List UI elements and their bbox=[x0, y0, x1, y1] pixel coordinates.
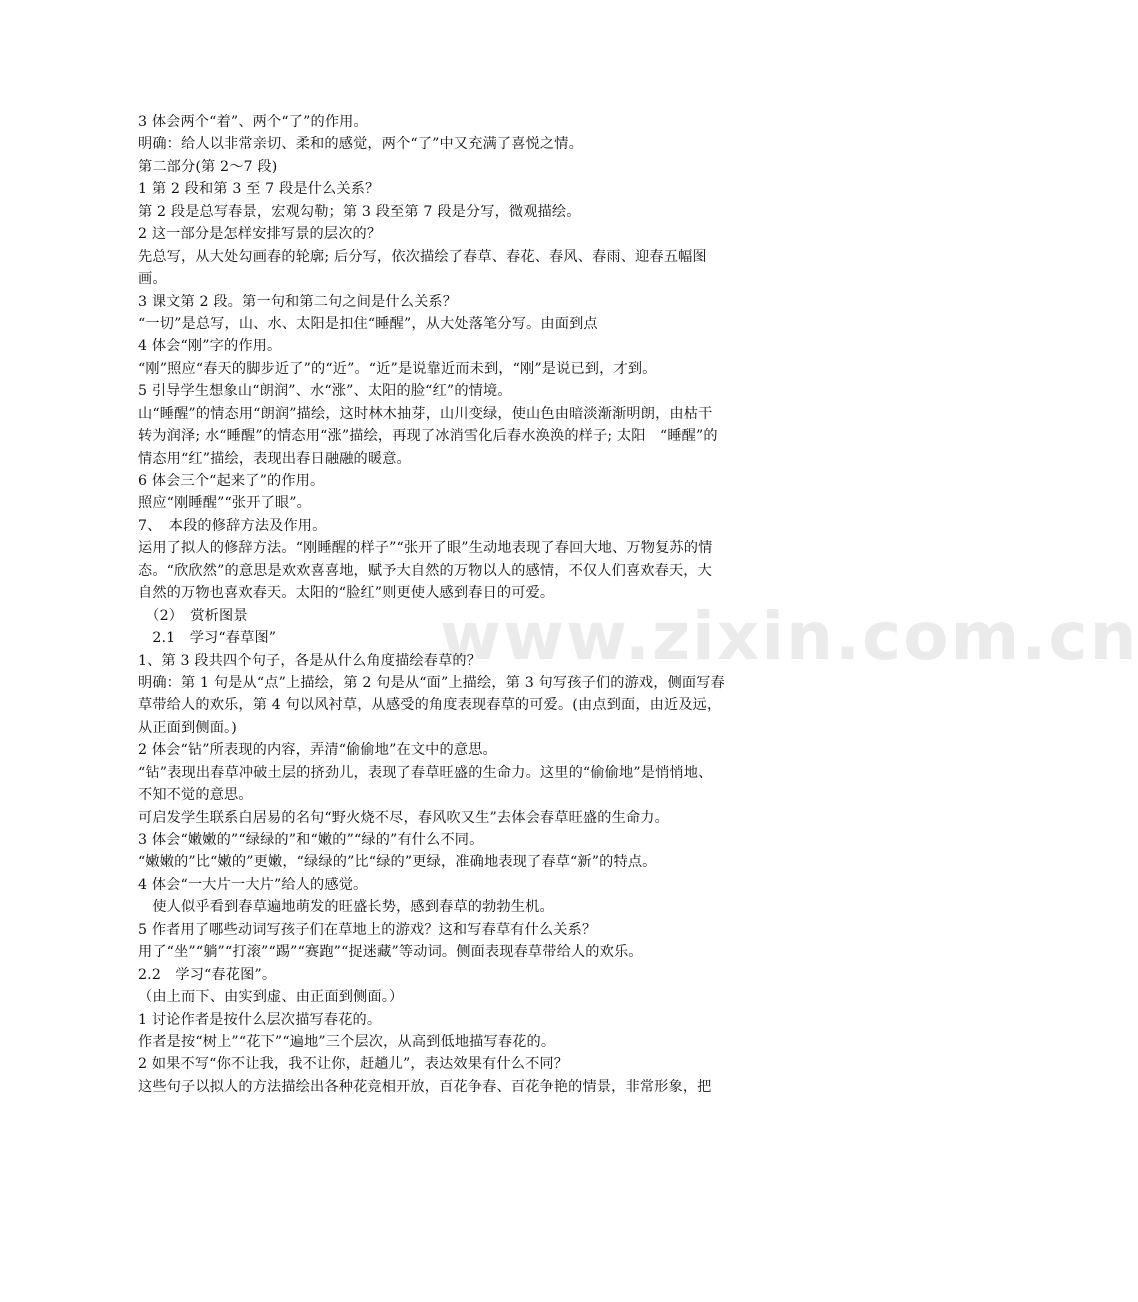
text-line: 6 体会三个“起来了”的作用。 bbox=[138, 473, 325, 489]
text-line: 2.2 学习“春花图”。 bbox=[138, 966, 277, 983]
text-line: 1 讨论作者是按什么层次描写春花的。 bbox=[138, 1011, 382, 1028]
text-line: 明确：第 1 句是从“点”上描绘，第 2 句是从“面”上描绘，第 3 句写孩子们的游戏，侧面写春 bbox=[138, 674, 725, 691]
text-line: 1 第 2 段和第 3 至 7 段是什么关系？ bbox=[138, 181, 380, 198]
text-line: 自然的万物也喜欢春天。太阳的“脸红”则更使人感到春日的可爱。 bbox=[138, 585, 555, 602]
text-line: 1、第 3 段共四个句子，各是从什么角度描绘春草的？ bbox=[138, 652, 482, 669]
document-body bbox=[138, 111, 788, 1098]
text-line: 草带给人的欢乐，第 4 句以风衬草，从感受的角度表现春草的可爱。(由点到面，由近及远， bbox=[138, 697, 722, 714]
text-line: 运用了拟人的修辞方法。“刚睡醒的样子”“张开了眼”生动地表现了春回大地、万物复苏的情 bbox=[138, 540, 713, 557]
text-line: 情态用“红”描绘，表现出春日融融的暖意。 bbox=[138, 450, 411, 467]
text-line: 这些句子以拟人的方法描绘出各种花竞相开放，百花争春、百花争艳的情景，非常形象，把 bbox=[138, 1078, 712, 1095]
text-line: 5 引导学生想象山“朗润”、水“涨”、太阳的脸“红”的情境。 bbox=[138, 383, 512, 400]
text-line: 使人似乎看到春草遍地萌发的旺盛长势，感到春草的勃勃生机。 bbox=[138, 899, 554, 916]
text-line: 明确：给人以非常亲切、柔和的感觉，两个“了”中又充满了喜悦之情。 bbox=[138, 136, 583, 153]
text-line: 4 体会“刚”字的作用。 bbox=[138, 338, 282, 355]
text-line: “嫩嫩的”比“嫩的”更嫩，“绿绿的”比“绿的”更绿，准确地表现了春草“新”的特点。 bbox=[138, 854, 657, 871]
text-line: 7、 本段的修辞方法及作用。 bbox=[138, 517, 327, 534]
text-line: 从正面到侧面。) bbox=[138, 719, 237, 736]
text-line: 4 体会“一大片一大片”给人的感觉。 bbox=[138, 876, 368, 893]
text-line: （2） 赏析图景 bbox=[138, 607, 248, 624]
text-line: 2 体会“钻”所表现的内容，弄清“偷偷地”在文中的意思。 bbox=[138, 742, 497, 759]
text-line: 画。 bbox=[138, 271, 167, 288]
text-line: “一切”是总写，山、水、太阳是扣住“睡醒”，从大处落笔分写。由面到点 bbox=[138, 315, 598, 332]
text-line: 态。“欣欣然”的意思是欢欢喜喜地，赋予大自然的万物以人的感情，不仅人们喜欢春天，大 bbox=[138, 562, 712, 579]
text-line: 转为润泽; 水“睡醒”的情态用“涨”描绘，再现了冰消雪化后春水涣涣的样子; 太阳 “睡醒”的 bbox=[138, 428, 718, 445]
text-line: 照应“刚睡醒”“张开了眼”。 bbox=[138, 495, 311, 512]
text-line: 第 2 段是总写春景，宏观勾勒；第 3 段至第 7 段是分写，微观描绘。 bbox=[138, 203, 581, 220]
text-line: 用了“坐”“躺”“打滚”“踢”“赛跑”“捉迷藏”等动词。侧面表现春草带给人的欢乐。 bbox=[138, 944, 643, 961]
text-line: 5 作者用了哪些动词写孩子们在草地上的游戏？这和写春草有什么关系？ bbox=[138, 921, 597, 938]
text-line: 先总写，从大处勾画春的轮廓; 后分写，依次描绘了春草、春花、春风、春雨、迎春五幅图 bbox=[138, 248, 707, 265]
text-line: 3 课文第 2 段。第一句和第二句之间是什么关系？ bbox=[138, 293, 458, 310]
text-line: 2 如果不写“你不让我，我不让你，赶趟儿”，表达效果有什么不同？ bbox=[138, 1056, 569, 1073]
text-line: “钻”表现出春草冲破土层的挤劲儿，表现了春草旺盛的生命力。这里的“偷偷地”是悄悄地、 bbox=[138, 764, 713, 781]
text-line: 第二部分(第 2～7 段) bbox=[138, 158, 278, 175]
text-line: 山“睡醒”的情态用“朗润”描绘，这时林木抽芽，山川变绿，使山色由暗淡渐渐明朗，由枯干 bbox=[138, 405, 713, 422]
text-line: 3 体会两个“着”、两个“了”的作用。 bbox=[138, 114, 368, 130]
watermark: www.zixin.com.cn bbox=[440, 598, 1138, 675]
text-line: 作者是按“树上”“花下”“遍地”三个层次，从高到低地描写春花的。 bbox=[138, 1033, 556, 1050]
text-line: （由上而下、由实到虚、由正面到侧面。） bbox=[138, 989, 404, 1006]
text-line: 3 体会“嫩嫩的”“绿绿的”和“嫩的”“绿的”有什么不同。 bbox=[138, 832, 484, 848]
text-line: 2.1 学习“春草图” bbox=[138, 630, 277, 647]
text-line: 2 这一部分是怎样安排写景的层次的？ bbox=[138, 226, 382, 243]
text-line: 可启发学生联系白居易的名句“野火烧不尽，春风吹又生”去体会春草旺盛的生命力。 bbox=[138, 809, 669, 826]
text-line: 不知不觉的意思。 bbox=[138, 787, 253, 804]
text-line: “刚”照应“春天的脚步近了”的“近”。“近”是说靠近而未到，“刚”是说已到，才到。 bbox=[138, 360, 657, 377]
